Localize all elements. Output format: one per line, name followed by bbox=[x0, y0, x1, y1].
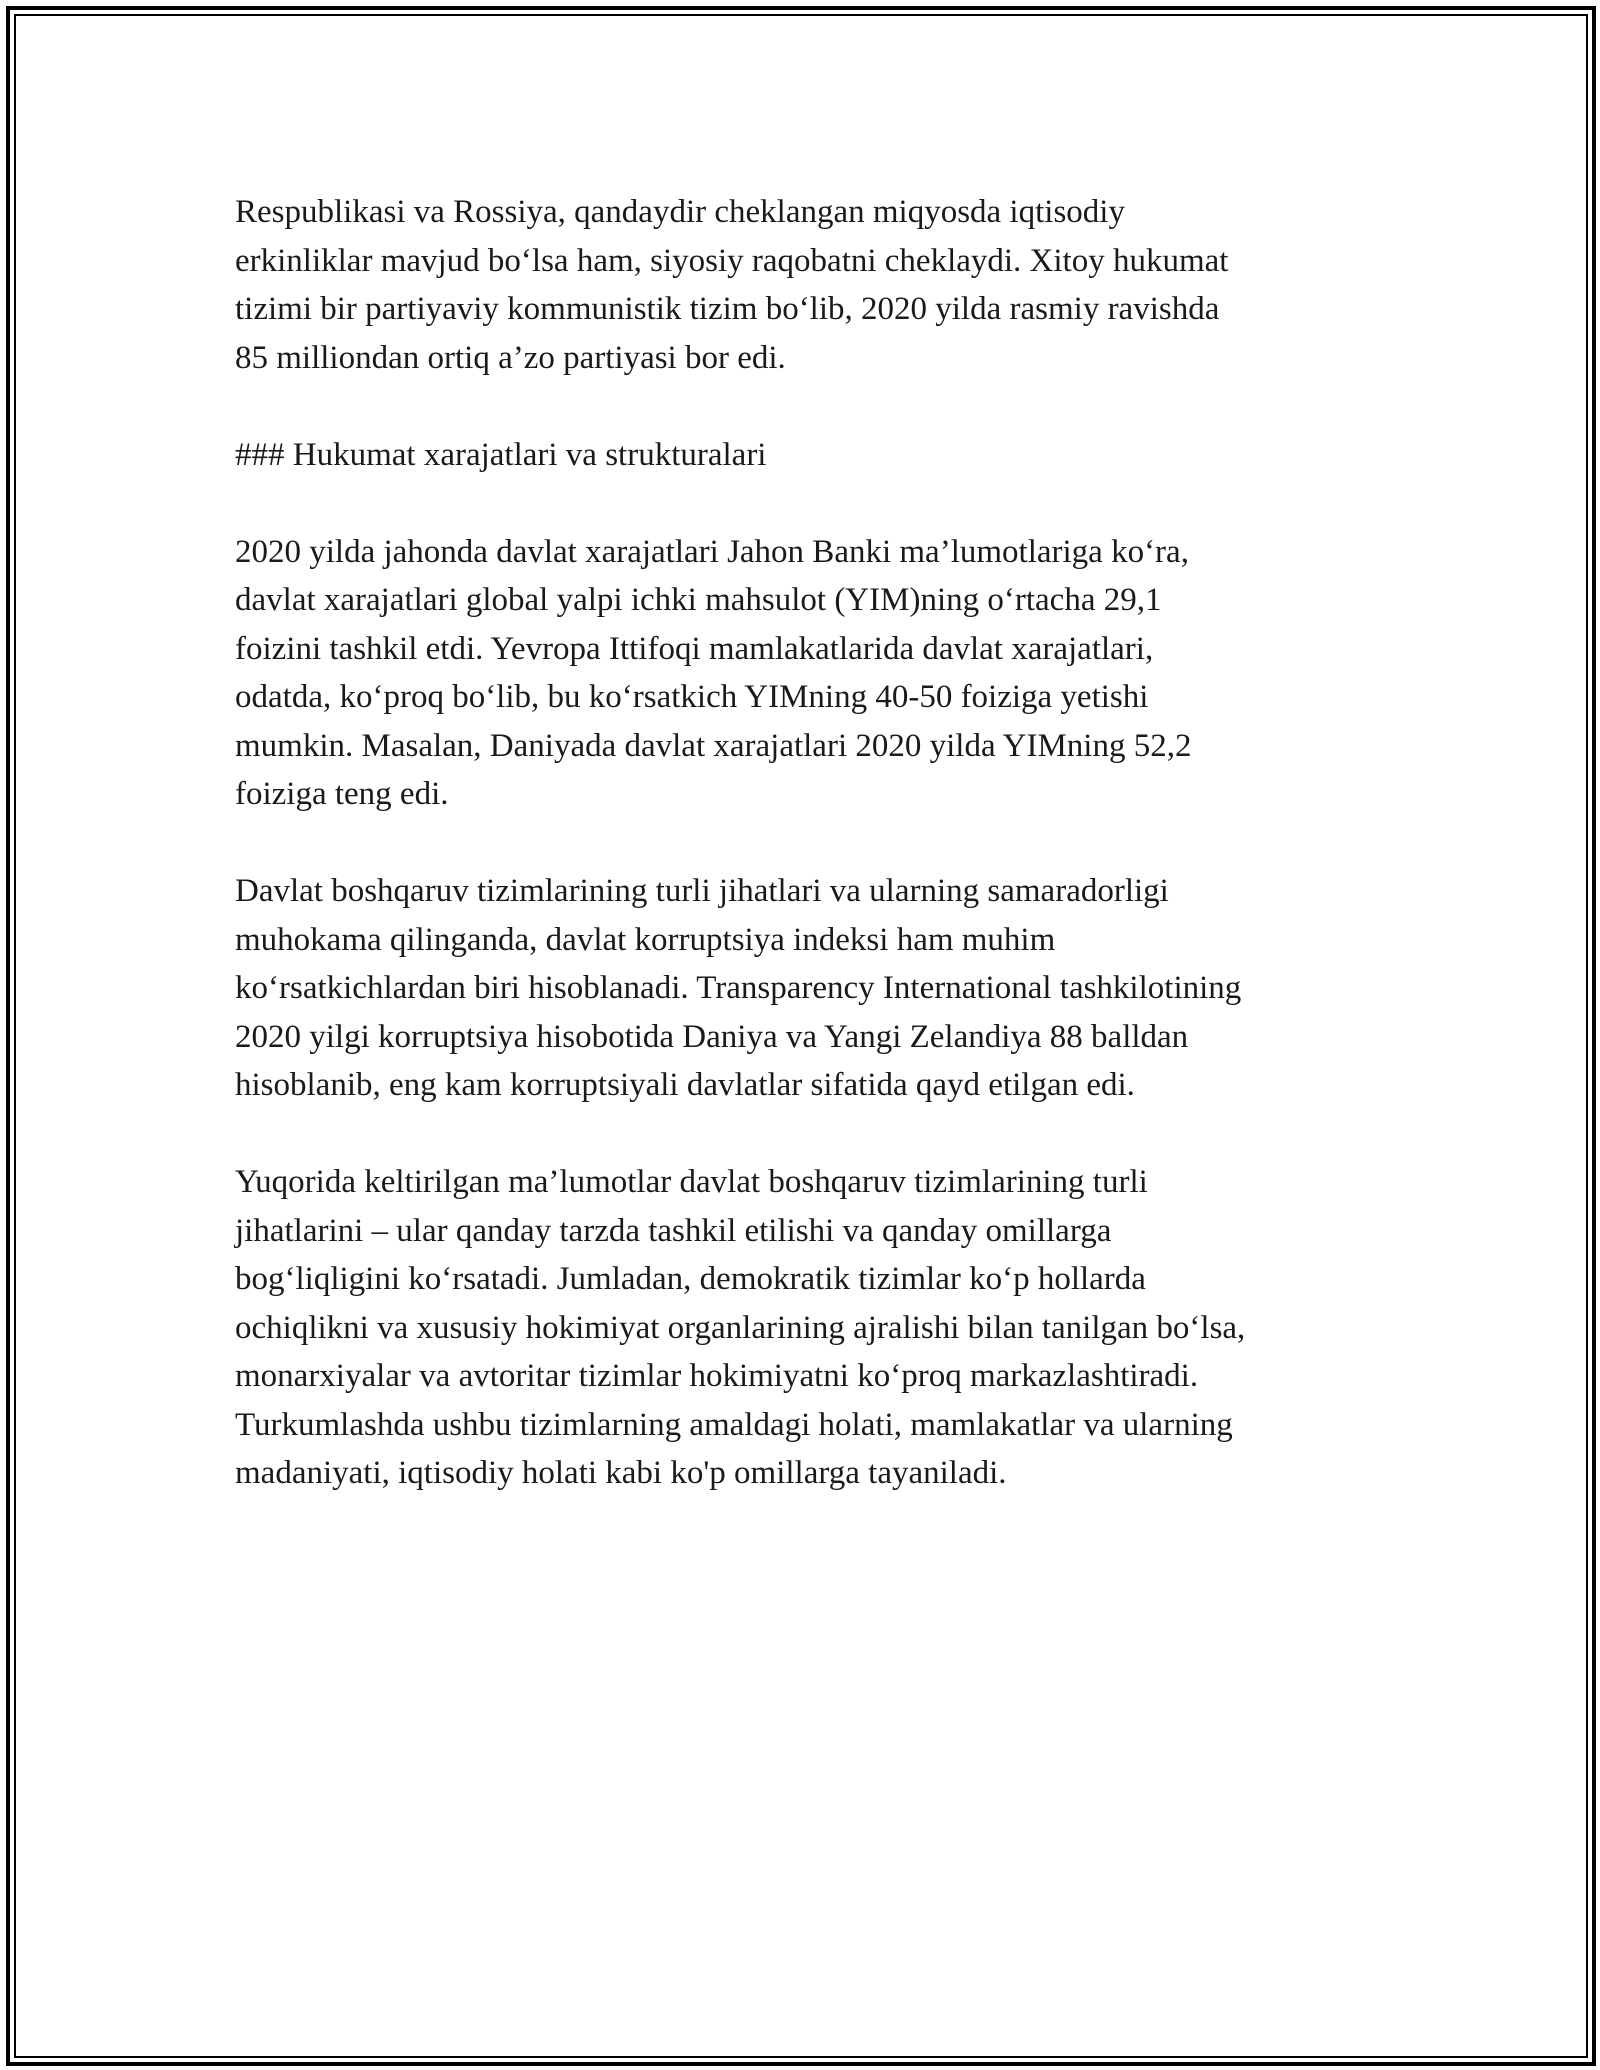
paragraph-corruption-index bbox=[235, 867, 1365, 1110]
text-line: ko‘rsatkichlardan biri hisoblanadi. Transparency International tashkilotining bbox=[235, 970, 1242, 1006]
text-line: ochiqlikni va xususiy hokimiyat organlarining ajralishi bilan tanilgan bo‘lsa, bbox=[235, 1309, 1246, 1346]
text-line: 2020 yilgi korruptsiya hisobotida Daniya va Yangi Zelandiya 88 balldan bbox=[235, 1018, 1189, 1055]
section-heading bbox=[235, 431, 1365, 480]
text-line: foizini tashkil etdi. Yevropa Ittifoqi mamlakatlarida davlat xarajatlari, bbox=[235, 630, 1154, 667]
paragraph-intro bbox=[235, 188, 1365, 382]
text-line: muhokama qilinganda, davlat korruptsiya indeksi ham muhim bbox=[235, 921, 1056, 958]
text-line: odatda, ko‘proq bo‘lib, bu ko‘rsatkich YIMning 40-50 foiziga yetishi bbox=[235, 679, 1149, 715]
text-line: monarxiyalar va avtoritar tizimlar hokimiyatni ko‘proq markazlashtiradi. bbox=[235, 1358, 1199, 1394]
text-line: bog‘liqligini ko‘rsatadi. Jumladan, demokratik tizimlar ko‘p hollarda bbox=[235, 1261, 1146, 1297]
text-line: foiziga teng edi. bbox=[235, 776, 449, 812]
text-line: 2020 yilda jahonda davlat xarajatlari Jahon Banki ma’lumotlariga ko‘ra, bbox=[235, 533, 1189, 570]
text-line: erkinliklar mavjud bo‘lsa ham, siyosiy raqobatni cheklaydi. Xitoy hukumat bbox=[235, 242, 1229, 279]
text-line: mumkin. Masalan, Daniyada davlat xarajatlari 2020 yilda YIMning 52,2 bbox=[235, 727, 1192, 764]
text-line: madaniyati, iqtisodiy holati kabi ko'p omillarga tayaniladi. bbox=[235, 1455, 1007, 1491]
paragraph-government-spending bbox=[235, 528, 1365, 819]
text-line: jihatlarini – ular qanday tarzda tashkil etilishi va qanday omillarga bbox=[235, 1212, 1112, 1249]
text-line: Yuqorida keltirilgan ma’lumotlar davlat boshqaruv tizimlarining turli bbox=[235, 1164, 1148, 1200]
paragraph-conclusion bbox=[235, 1158, 1365, 1498]
text-line: davlat xarajatlari global yalpi ichki mahsulot (YIM)ning o‘rtacha 29,1 bbox=[235, 582, 1162, 618]
text-line: Davlat boshqaruv tizimlarining turli jihatlari va ularning samaradorligi bbox=[235, 873, 1169, 909]
text-line: Respublikasi va Rossiya, qandaydir cheklangan miqyosda iqtisodiy bbox=[235, 194, 1125, 230]
text-line: hisoblanib, eng kam korruptsiyali davlatlar sifatida qayd etilgan edi. bbox=[235, 1067, 1135, 1103]
document-body bbox=[235, 188, 1365, 1546]
text-line: 85 milliondan ortiq a’zo partiyasi bor edi. bbox=[235, 339, 786, 376]
section-heading-text: ### Hukumat xarajatlari va strukturalari bbox=[235, 436, 767, 473]
text-line: tizimi bir partiyaviy kommunistik tizim bo‘lib, 2020 yilda rasmiy ravishda bbox=[235, 291, 1220, 327]
text-line: Turkumlashda ushbu tizimlarning amaldagi holati, mamlakatlar va ularning bbox=[235, 1406, 1233, 1443]
